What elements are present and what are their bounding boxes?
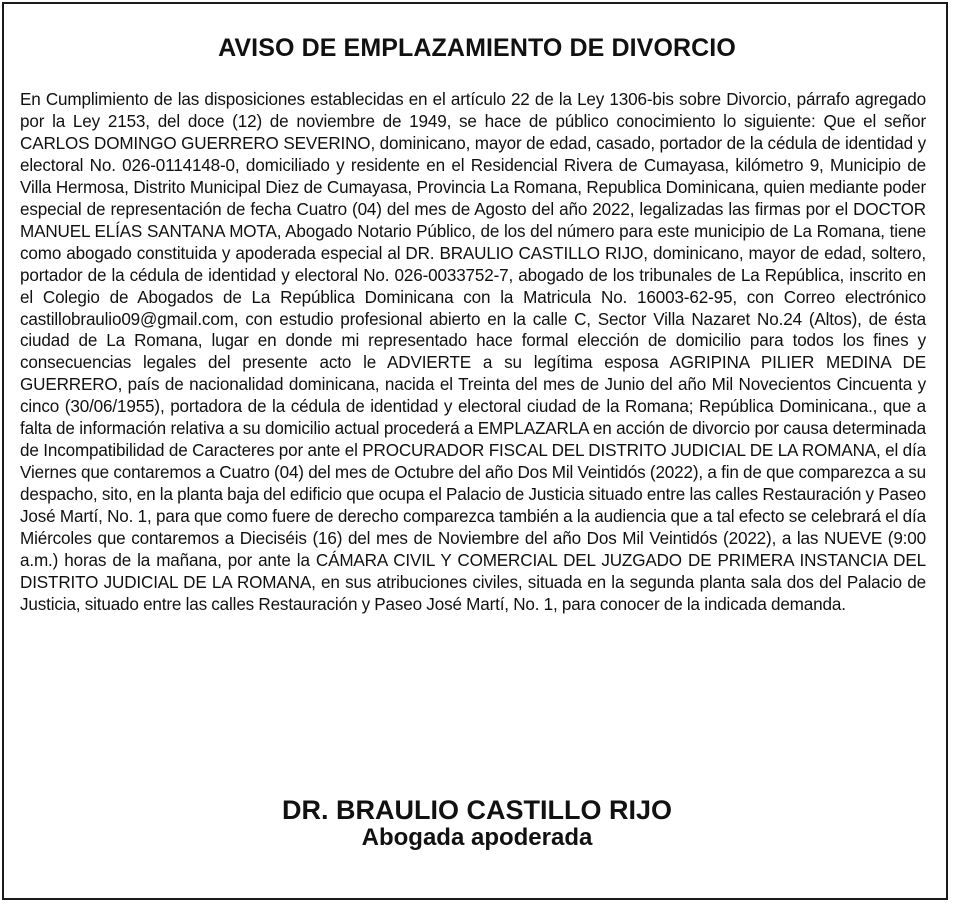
- signature-block: [0, 795, 954, 850]
- signature-name: DR. BRAULIO CASTILLO RIJO: [282, 795, 672, 825]
- signature-role: Abogada apoderada: [361, 824, 593, 851]
- notice-body: En Cumplimiento de las disposiciones establecidas en el artículo 22 de la Ley 1306-bis sobre Divorcio, párrafo agregado por la Ley 2153, del doce (12) de noviembre de 1949, se hace de público conocimiento lo siguiente: Que el señor CARLOS DOMINGO GUERRERO SEVERINO, dominicano, mayor de edad, casado, portador de la cédula de identidad y electoral No. 026-0114148-0, domiciliado y residente en el Residencial Rivera de Cumayasa, kilómetro 9, Municipio de Villa Hermosa, Distrito Municipal Diez de Cumayasa, Provincia La Romana, Republica Dominicana, quien mediante poder especial de representación de fecha Cuatro (04) del mes de Agosto del año 2022, legalizadas las firmas por el DOCTOR MANUEL ELÍAS SANTANA MOTA, Abogado Notario Público, de los del número para este municipio de La Romana, tiene como abogado constituida y apoderada especial al DR. BRAULIO CASTILLO RIJO, dominicano, mayor de edad, soltero, portador de la cédula de identidad y electoral No. 026-0033752-7, abogado de los tribunales de La República, inscrito en el Colegio de Abogados de La República Dominicana con la Matricula No. 16003-62-95, con Correo electrónico castillobraulio09@gmail.com, con estudio profesional abierto en la calle C, Sector Villa Nazaret No.24 (Altos), de ésta ciudad de La Romana, lugar en donde mi representado hace formal elección de domicilio para todos los fines y consecuencias legales del presente acto le ADVIERTE a su legítima esposa AGRIPINA PILIER MEDINA DE GUERRERO, país de nacionalidad dominicana, nacida el Treinta del mes de Junio del año Mil Novecientos Cincuenta y cinco (30/06/1955), portadora de la cédula de identidad y electoral ciudad de la Romana; República Dominicana., que a falta de información relativa a su domicilio actual procederá a EMPLAZARLA en acción de divorcio por causa determinada de Incompatibilidad de Caracteres por ante el PROCURADOR FISCAL DEL DISTRITO JUDICIAL DE LA ROMANA, el día Viernes que contaremos a Cuatro (04) del mes de Octubre del año Dos Mil Veintidós (2022), a fin de que comparezca a su despacho, sito, en la planta baja del edificio que ocupa el Palacio de Justicia situado entre las calles Restauración y Paseo José Martí, No. 1, para que como fuere de derecho comparezca también a la audiencia que a tal efecto se celebrará el día Miércoles que contaremos a Dieciséis (16) del mes de Noviembre del año Dos Mil Veintidós (2022), a las NUEVE (9:00 a.m.) horas de la mañana, por ante la CÁMARA CIVIL Y COMERCIAL DEL JUZGADO DE PRIMERA INSTANCIA DEL DISTRITO JUDICIAL DE LA ROMANA, en sus atribuciones civiles, situada en la segunda planta sala dos del Palacio de Justicia, situado entre las calles Restauración y Paseo José Martí, No. 1, para conocer de la indicada demanda.: [20, 90, 926, 614]
- notice-title: AVISO DE EMPLAZAMIENTO DE DIVORCIO: [218, 34, 736, 62]
